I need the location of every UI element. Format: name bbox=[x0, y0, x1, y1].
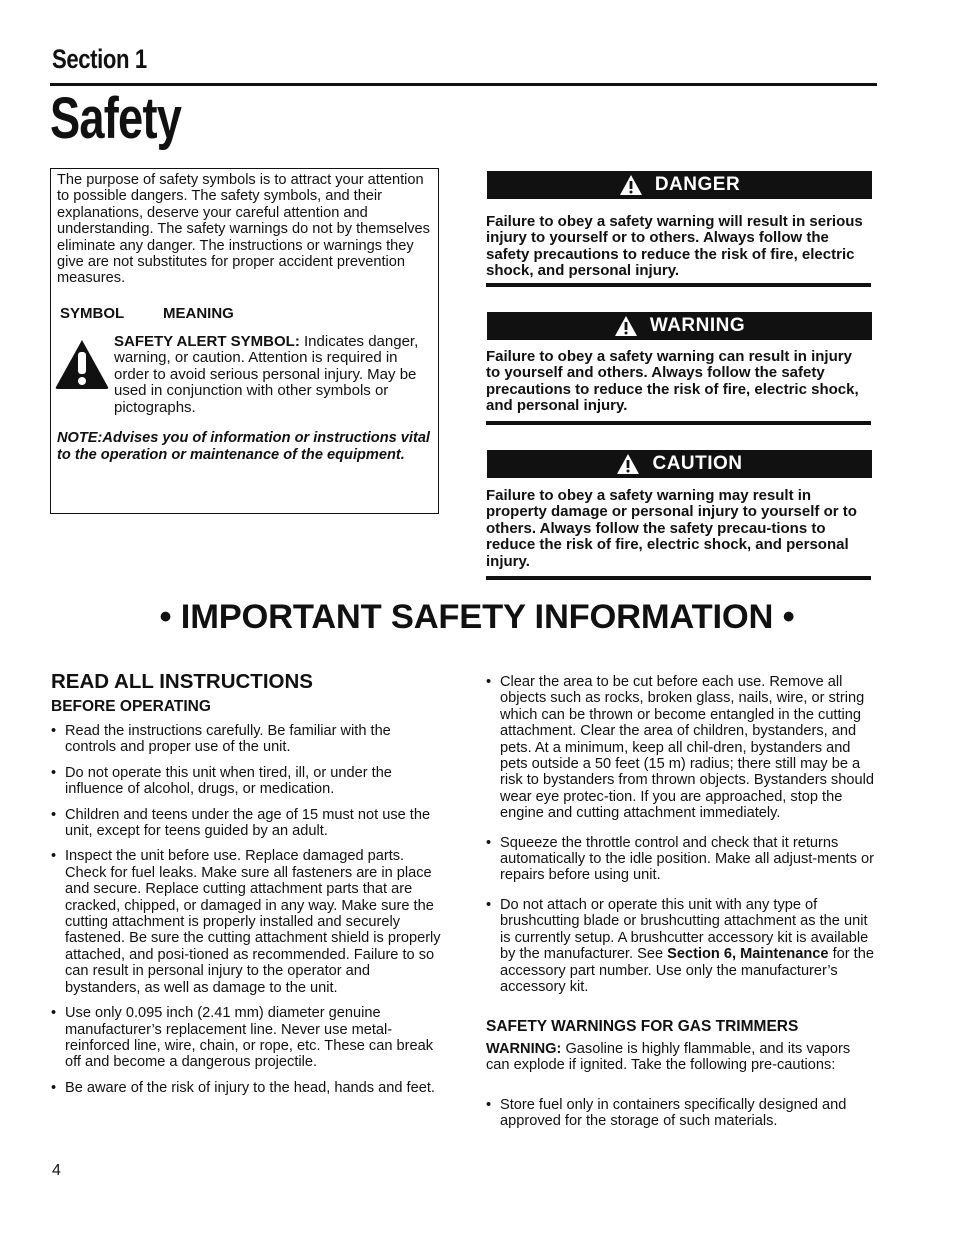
before-operating-list bbox=[51, 723, 443, 1096]
list-item: • Use only 0.095 inch (2.41 mm) diameter genuine manufacturer’s replacement line. Never use metal-reinforced line, wire, chain, or rope, etc. These can break off and become a dangerous projectile. bbox=[51, 1005, 443, 1071]
gas-trimmers-heading: SAFETY WARNINGS FOR GAS TRIMMERS bbox=[486, 1018, 799, 1035]
warning-text: Failure to obey a safety warning can result in injury to yourself and others. Always follow the safety precautions to reduce the risk of fire, electric shock, and personal injury. bbox=[486, 348, 859, 415]
before-operating-heading: BEFORE OPERATING bbox=[51, 698, 211, 715]
caution-bar bbox=[487, 450, 872, 478]
list-item: • Squeeze the throttle control and check that it returns automatically to the idle position. Make all adjust-ments or repairs before using unit. bbox=[486, 835, 876, 884]
warning-rule bbox=[486, 421, 871, 425]
important-safety-banner: • IMPORTANT SAFETY INFORMATION • bbox=[159, 598, 795, 636]
list-item: • Do not operate this unit when tired, ill, or under the influence of alcohol, drugs, or medication. bbox=[51, 765, 443, 798]
danger-text: Failure to obey a safety warning will result in serious injury to yourself or to others. Always follow the safety precautions to reduce the risk of fire, electric shock, and personal injury. bbox=[486, 213, 863, 280]
gas-warning-paragraph bbox=[486, 1041, 876, 1074]
blade-text-a: Do not attach or operate this unit with any type of brushcutting blade or brushcutting attachment as the unit is currently setup. A brushcutter accessory kit is available by the manufacturer. See bbox=[500, 896, 869, 963]
read-instructions-heading: READ ALL INSTRUCTIONS bbox=[51, 670, 313, 693]
caution-rule bbox=[486, 576, 871, 580]
gas-warning-text: Gasoline is highly flammable, and its vapors can explode if ignited. Take the following pre-cautions: bbox=[486, 1041, 851, 1074]
maintenance-section-ref: Section 6, Maintenance bbox=[667, 946, 829, 963]
page-title: Safety bbox=[50, 86, 182, 151]
list-item: • Read the instructions carefully. Be familiar with the controls and proper use of the unit. bbox=[51, 723, 443, 756]
safety-alert-icon bbox=[54, 338, 110, 390]
symbol-column-header: SYMBOL bbox=[60, 305, 125, 322]
caution-word: CAUTION bbox=[652, 453, 743, 474]
fuel-list bbox=[486, 1097, 876, 1130]
caution-alert-icon bbox=[616, 453, 640, 475]
list-item: • Inspect the unit before use. Replace damaged parts. Check for fuel leaks. Make sure all fasteners are in place and secure. Replace cutting attachment parts that are cracked, chipped, or damaged in any way. Make sure the cutting attachment is properly installed and securely fastened. Be sure the cutting attachment shield is properly attached, and posi-tioned as recommended. Failure to so can result in personal injury to the operator and bystanders, as well as damage to the unit. bbox=[51, 848, 443, 996]
list-item: • Store fuel only in containers specifically designed and approved for the storage of such materials. bbox=[486, 1097, 876, 1130]
symbol-intro: The purpose of safety symbols is to attract your attention to possible dangers. The safety symbols, and their explanations, deserve your careful attention and understanding. The safety warnings do not by themselves eliminate any danger. The instructions or warnings they give are not substitutes for proper accident prevention measures. bbox=[57, 172, 430, 287]
list-item: • Clear the area to be cut before each use. Remove all objects such as rocks, broken glass, nails, wire, or string which can be thrown or become entangled in the cutting attachment. Clear the area of children, bystanders, and pets. At a minimum, keep all chil-dren, bystanders and pets outside a 50 feet (15 m) radius; there still may be a risk to bystanders from thrown objects. Bystanders should wear eye protec-tion. If you are approached, stop the engine and cutting attachment immediately. bbox=[486, 674, 876, 822]
note-text: NOTE:Advises you of information or instructions vital to the operation or maintenance of the equipment. bbox=[57, 430, 430, 463]
list-item: • Children and teens under the age of 15 must not use the unit, except for teens guided by an adult. bbox=[51, 807, 443, 840]
danger-bar bbox=[487, 171, 872, 199]
alert-term: SAFETY ALERT SYMBOL: bbox=[114, 333, 300, 350]
alert-def: Indicates danger, warning, or caution. Attention is required in order to avoid serious personal injury. May be used in conjunction with other symbols or pictographs. bbox=[114, 333, 419, 416]
area-clearing-list bbox=[486, 674, 876, 995]
page-number: 4 bbox=[52, 1162, 61, 1179]
section-label: Section 1 bbox=[52, 44, 147, 74]
danger-word: DANGER bbox=[654, 174, 741, 195]
blade-text-c: for the accessory part number. Use only the manufacturer’s accessory kit. bbox=[500, 946, 874, 995]
list-item bbox=[486, 897, 876, 995]
list-item: • Be aware of the risk of injury to the head, hands and feet. bbox=[51, 1080, 443, 1096]
gas-warning-label: WARNING: bbox=[486, 1041, 562, 1057]
danger-rule bbox=[486, 283, 871, 287]
meaning-column-header: MEANING bbox=[163, 305, 234, 322]
warning-word: WARNING bbox=[649, 315, 746, 336]
warning-alert-icon bbox=[614, 315, 638, 337]
warning-bar bbox=[487, 312, 872, 340]
caution-text: Failure to obey a safety warning may result in property damage or personal injury to yourself or to others. Always follow the safety precau-tions to reduce the risk of fire, electric shock, and personal injury. bbox=[486, 487, 857, 570]
safety-alert-definition bbox=[114, 334, 432, 416]
danger-alert-icon bbox=[619, 174, 643, 196]
